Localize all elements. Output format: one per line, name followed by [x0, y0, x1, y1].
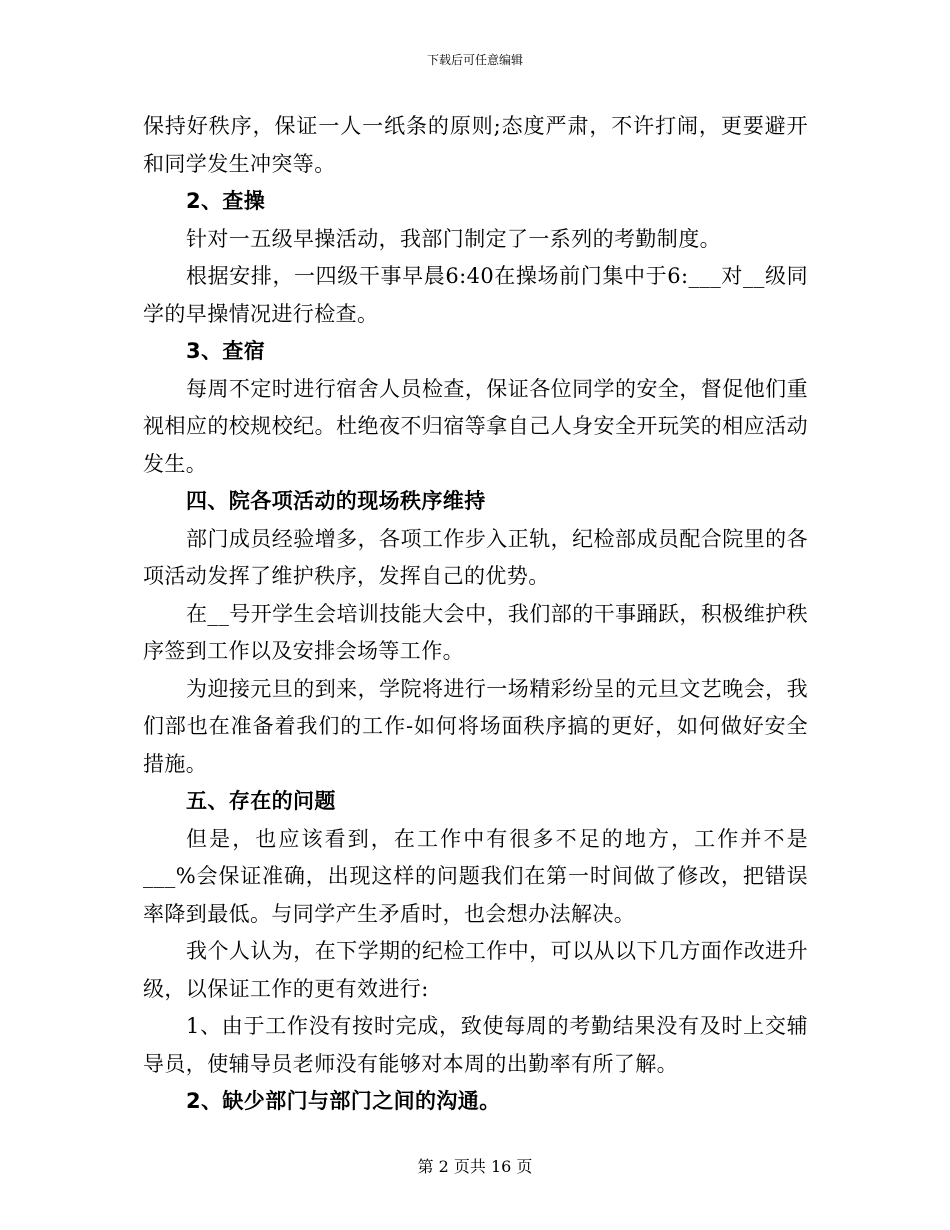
- paragraph: 为迎接元旦的到来，学院将进行一场精彩纷呈的元旦文艺晚会，我们部也在准备着我们的工作-如何将场面秩序搞的更好，如何做好安全措施。: [143, 676, 808, 776]
- paragraph: 根据安排，一四级干事早晨6:40在操场前门集中于6:___对__级同学的早操情况进行检查。: [143, 264, 808, 326]
- paragraph: 我个人认为，在下学期的纪检工作中，可以从以下几方面作改进升级，以保证工作的更有效进行:: [143, 939, 808, 1001]
- paragraph: 1、由于工作没有按时完成，致使每周的考勤结果没有及时上交辅导员，使辅导员老师没有能够对本周的出勤率有所了解。: [143, 1014, 808, 1076]
- section-heading: 3、查宿: [186, 339, 266, 363]
- document-body: [143, 108, 808, 1121]
- section-heading: 2、缺少部门与部门之间的沟通。: [186, 1089, 501, 1113]
- paragraph: 但是，也应该看到，在工作中有很多不足的地方，工作并不是___%会保证准确，出现这样的问题我们在第一时间做了修改，把错误率降到最低。与同学产生矛盾时，也会想办法解决。: [143, 826, 808, 926]
- section-heading: 五、存在的问题: [186, 789, 336, 813]
- paragraph: 部门成员经验增多，各项工作步入正轨，纪检部成员配合院里的各项活动发挥了维护秩序，发挥自己的优势。: [143, 526, 808, 588]
- page-header: 下载后可任意编辑: [426, 53, 523, 67]
- section-heading: 2、查操: [186, 189, 266, 213]
- section-heading: 四、院各项活动的现场秩序维持: [186, 489, 486, 513]
- paragraph: 保持好秩序，保证一人一纸条的原则;态度严肃，不许打闹，更要避开和同学发生冲突等。: [143, 114, 808, 176]
- paragraph: 在__号开学生会培训技能大会中，我们部的干事踊跃，积极维护秩序签到工作以及安排会场等工作。: [143, 601, 808, 663]
- paragraph: 每周不定时进行宿舍人员检查，保证各位同学的安全，督促他们重视相应的校规校纪。杜绝夜不归宿等拿自己人身安全开玩笑的相应活动发生。: [143, 376, 808, 476]
- page-footer: 第 2 页共 16 页: [417, 1157, 533, 1176]
- paragraph: 针对一五级早操活动，我部门制定了一系列的考勤制度。: [186, 226, 721, 251]
